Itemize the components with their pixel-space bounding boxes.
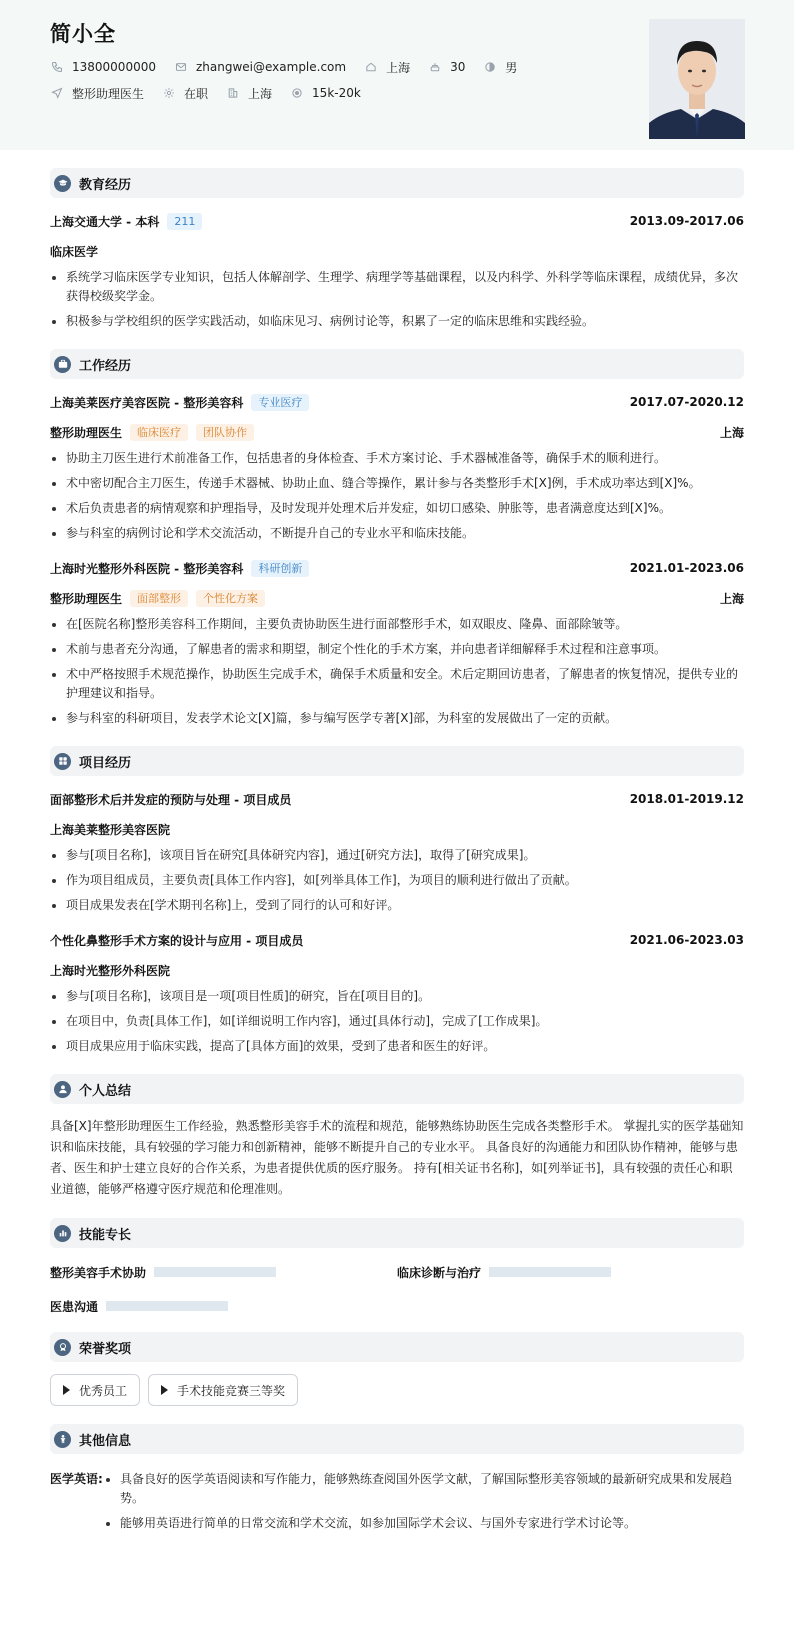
mail-icon [174,60,188,74]
projects-title: 项目经历 [79,755,132,771]
work-role-tag: 临床医疗 [130,424,188,441]
projects-title-bar [50,746,744,776]
work-company-tag: 科研创新 [251,560,309,577]
gender-text: 男 [505,60,518,75]
skill-bar [154,1267,276,1277]
gender-item [483,59,517,76]
work-company-group [50,394,309,411]
city-text: 上海 [386,60,411,75]
other-bullets [104,1464,744,1533]
play-icon [63,1385,70,1395]
honors-section [50,1332,744,1406]
list-item: 作为项目组成员，主要负责[具体工作内容]，如[列举具体工作]，为项目的顺利进行做出了贡献。 [50,871,744,890]
age-item [428,60,465,74]
list-item: 积极参与学校组织的医学实践活动，如临床见习、病例讨论等，积累了一定的临床思维和实践经验。 [50,312,744,331]
list-item: 协助主刀医生进行术前准备工作，包括患者的身体检查、手术方案讨论、手术器械准备等，确保手术的顺利进行。 [50,449,744,468]
honor-chip [148,1374,298,1406]
user-icon [54,1081,71,1098]
skill-name: 医患沟通 [50,1299,99,1314]
project-date: 2018.01-2019.12 [629,792,744,806]
project-name-row [50,788,744,810]
work-role-row [50,587,744,609]
status-text: 在职 [184,86,209,101]
project-date: 2021.06-2023.03 [629,933,744,947]
summary-text: 具备[X]年整形助理医生工作经验，熟悉整形美容手术的流程和规范，能够熟练协助医生完成各类整形手术。 掌握扎实的医学基础知识和临床技能，具有较强的学习能力和创新精神，能够不断提升自己的专业水平。 具备良好的沟通能力和团队协作精神，能够与患者、医生和护士建立良好的合作关系，为患者提供优质的医疗服务。 持有[相关证书名称]，如[列举证书]，具有较强的责任心和职业道德，能够严格遵守医疗规范和伦理准则。 [50,1119,744,1196]
work-company: 上海美莱医疗美容医院 - 整形美容科 [50,395,244,410]
work-location: 上海 [719,591,744,606]
building-icon [226,86,240,100]
skill-item [50,1264,397,1280]
education-bullets [50,268,744,331]
project-org-row [50,959,744,981]
list-item: 参与[项目名称]，该项目是一项[项目性质]的研究，旨在[项目目的]。 [50,987,744,1006]
work-section [50,349,744,728]
other-section [50,1424,744,1533]
phone-text: 13800000000 [72,60,156,74]
project-org: 上海时光整形外科医院 [50,963,171,978]
job-row [50,84,744,102]
email-item [174,60,346,74]
skill-name: 临床诊断与治疗 [397,1265,482,1280]
email-text: zhangwei@example.com [195,60,347,74]
list-item: 术后负责患者的病情观察和护理指导，及时发现并处理术后并发症，如切口感染、肿胀等，患者满意度达到[X]%。 [50,499,744,518]
project-org-row [50,818,744,840]
list-item: 术中密切配合主刀医生，传递手术器械、协助止血、缝合等操作，累计参与各类整形手术[X]例，手术成功率达到[X]%。 [50,474,744,493]
work-company: 上海时光整形外科医院 - 整形美容科 [50,561,244,576]
grid-icon [54,753,71,770]
education-entry [50,210,744,331]
work-title-bar [50,349,744,379]
medal-icon [54,1339,71,1356]
work-date: 2017.07-2020.12 [629,395,744,409]
education-major-row [50,240,744,262]
project-name-row [50,929,744,951]
list-item: 在[医院名称]整形美容科工作期间，主要负责协助医生进行面部整形手术，如双眼皮、隆鼻、面部除皱等。 [50,615,744,634]
candidate-name: 简小全 [50,22,116,46]
list-item: 能够用英语进行简单的日常交流和学术交流，如参加国际学术会议、与国外专家进行学术讨论等。 [104,1514,744,1533]
work-city-text: 上海 [248,86,273,101]
project-bullets [50,846,744,915]
work-role-group [50,424,254,441]
honor-chip [50,1374,140,1406]
project-entry [50,929,744,1056]
skill-item [397,1264,744,1280]
work-role-tag: 面部整形 [130,590,188,607]
skill-bar-fill [106,1301,228,1311]
honor-label: 手术技能竞赛三等奖 [177,1383,286,1398]
work-company-row [50,557,744,579]
education-date: 2013.09-2017.06 [629,214,744,228]
education-major: 临床医学 [50,244,99,259]
work-role-row [50,421,744,443]
cake-icon [428,60,442,74]
project-entry [50,788,744,915]
other-entry [50,1464,744,1533]
other-title: 其他信息 [79,1433,132,1449]
position-item [50,85,144,102]
salary-text: 15k-20k [312,86,361,100]
graduation-cap-icon [54,175,71,192]
resume-header [0,0,794,150]
work-company-tag: 专业医疗 [251,394,309,411]
work-role: 整形助理医生 [50,591,123,606]
honors-title-bar [50,1332,744,1362]
skills-title-bar [50,1218,744,1248]
coin-icon [290,86,304,100]
work-city-item [226,85,272,102]
honor-label: 优秀员工 [79,1383,128,1398]
contact-row [50,58,744,76]
skill-item [50,1298,397,1314]
skill-bar-fill [489,1267,611,1277]
work-role: 整形助理医生 [50,425,123,440]
list-item: 系统学习临床医学专业知识，包括人体解剖学、生理学、病理学等基础课程，以及内科学、外科学等临床课程，成绩优异，多次获得校级奖学金。 [50,268,744,306]
education-school-group [50,213,202,230]
position-text: 整形助理医生 [72,86,145,101]
home-icon [364,60,378,74]
list-item: 参与[项目名称]，该项目旨在研究[具体研究内容]，通过[研究方法]，取得了[研究成果]。 [50,846,744,865]
education-title-bar [50,168,744,198]
other-key: 医学英语: [50,1472,103,1486]
summary-section [50,1074,744,1200]
education-tag: 211 [167,213,202,230]
skills-grid [50,1264,744,1314]
skill-name: 整形美容手术协助 [50,1265,147,1280]
work-entry [50,391,744,543]
projects-section [50,746,744,1056]
bar-chart-icon [54,1225,71,1242]
city-item [364,59,410,76]
work-company-group [50,560,309,577]
profile-photo [649,19,745,139]
play-icon [161,1385,168,1395]
education-section [50,168,744,331]
skills-title: 技能专长 [79,1227,132,1243]
summary-title: 个人总结 [79,1083,132,1099]
project-org: 上海美莱整形美容医院 [50,822,171,837]
skill-bar [489,1267,611,1277]
work-role-tag: 团队协作 [196,424,254,441]
work-role-tag: 个性化方案 [196,590,265,607]
briefcase-icon [54,356,71,373]
phone-icon [50,60,64,74]
work-bullets [50,449,744,543]
education-title: 教育经历 [79,177,132,193]
list-item: 项目成果发表在[学术期刊名称]上，受到了同行的认可和好评。 [50,896,744,915]
list-item: 参与科室的科研项目，发表学术论文[X]篇，参与编写医学专著[X]部，为科室的发展做出了一定的贡献。 [50,709,744,728]
status-item [162,85,208,102]
list-item: 在项目中，负责[具体工作]，如[详细说明工作内容]，通过[具体行动]，完成了[工作成果]。 [50,1012,744,1031]
age-text: 30 [450,60,466,74]
project-name: 面部整形术后并发症的预防与处理 - 项目成员 [50,792,292,807]
list-item: 项目成果应用于临床实践，提高了[具体方面]的效果，受到了患者和医生的好评。 [50,1037,744,1056]
list-item: 术前与患者充分沟通，了解患者的需求和期望，制定个性化的手术方案，并向患者详细解释手术过程和注意事项。 [50,640,744,659]
list-item: 具备良好的医学英语阅读和写作能力，能够熟练查阅国外医学文献，了解国际整形美容领域的最新研究成果和发展趋势。 [104,1470,744,1508]
education-header-row [50,210,744,232]
list-item: 术中严格按照手术规范操作，协助医生完成手术，确保手术质量和安全。术后定期回访患者，了解患者的恢复情况，提供专业的护理建议和指导。 [50,665,744,703]
work-title: 工作经历 [79,358,132,374]
work-role-group [50,590,265,607]
gender-icon [483,60,497,74]
person-icon [54,1431,71,1448]
work-date: 2021.01-2023.06 [629,561,744,575]
skill-bar-fill [154,1267,276,1277]
work-bullets [50,615,744,728]
project-bullets [50,987,744,1056]
honors-title: 荣誉奖项 [79,1341,132,1357]
honors-list [50,1374,744,1406]
work-entry [50,557,744,728]
send-icon [50,86,64,100]
work-location: 上海 [719,425,744,440]
education-school: 上海交通大学 - 本科 [50,214,160,229]
phone-item [50,60,156,74]
project-name: 个性化鼻整形手术方案的设计与应用 - 项目成员 [50,933,304,948]
other-title-bar [50,1424,744,1454]
gear-icon [162,86,176,100]
work-company-row [50,391,744,413]
summary-title-bar [50,1074,744,1104]
skills-section [50,1218,744,1314]
skill-bar [106,1301,228,1311]
salary-item [290,86,361,100]
list-item: 参与科室的病例讨论和学术交流活动，不断提升自己的专业水平和临床技能。 [50,524,744,543]
